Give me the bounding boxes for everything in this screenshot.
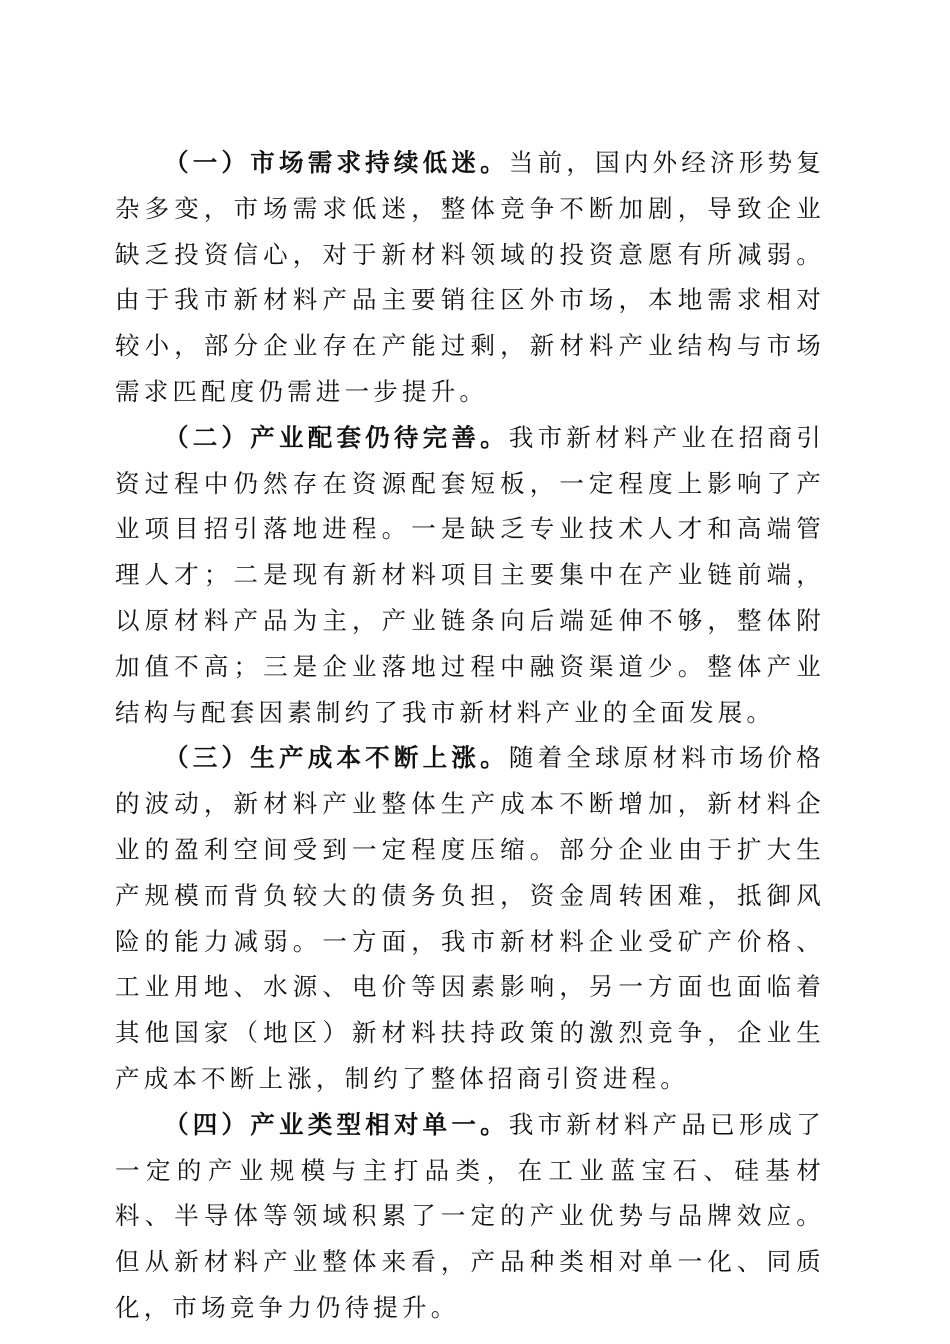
paragraph-heading: （三）生产成本不断上涨。 [164,743,509,773]
paragraph-body: 随着全球原材料市场价格的波动，新材料产业整体生产成本不断增加，新材料企业的盈利空间受到一定程度压缩。部分企业由于扩大生产规模而背负较大的债务负担，资金周转困难，抵御风险的能力减弱。一方面，我市新材料企业受矿产价格、工业用地、水源、电价等因素影响，另一方面也面临着其他国家（地区）新材料扶持政策的激烈竞争，企业生产成本不断上涨，制约了整体招商引资进程。 [115,743,825,1093]
paragraph-body: 我市新材料产品已形成了一定的产业规模与主打品类，在工业蓝宝石、硅基材料、半导体等领域积累了一定的产业优势与品牌效应。但从新材料产业整体来看，产品种类相对单一化、同质化，市场竞争力仍待提升。 [115,1109,825,1322]
paragraph-heading: （四）产业类型相对单一。 [164,1109,509,1139]
paragraph-industry-support [115,415,825,736]
paragraph-production-cost [115,735,825,1101]
paragraph-body: 当前，国内外经济形势复杂多变，市场需求低迷，整体竞争不断加剧，导致企业缺乏投资信心，对于新材料领域的投资意愿有所减弱。由于我市新材料产品主要销往区外市场，本地需求相对较小，部分企业存在产能过剩，新材料产业结构与市场需求匹配度仍需进一步提升。 [115,148,825,406]
paragraph-heading: （一）市场需求持续低迷。 [164,148,509,177]
paragraph-industry-type [115,1102,825,1331]
document-page [115,140,825,1331]
paragraph-body: 我市新材料产业在招商引资过程中仍然存在资源配套短板，一定程度上影响了产业项目招引落地进程。一是缺乏专业技术人才和高端管理人才；二是现有新材料项目主要集中在产业链前端，以原材料产品为主，产业链条向后端延伸不够，整体附加值不高；三是企业落地过程中融资渠道少。整体产业结构与配套因素制约了我市新材料产业的全面发展。 [115,422,825,727]
paragraph-heading: （二）产业配套仍待完善。 [164,422,509,452]
paragraph-market-demand [115,140,825,415]
